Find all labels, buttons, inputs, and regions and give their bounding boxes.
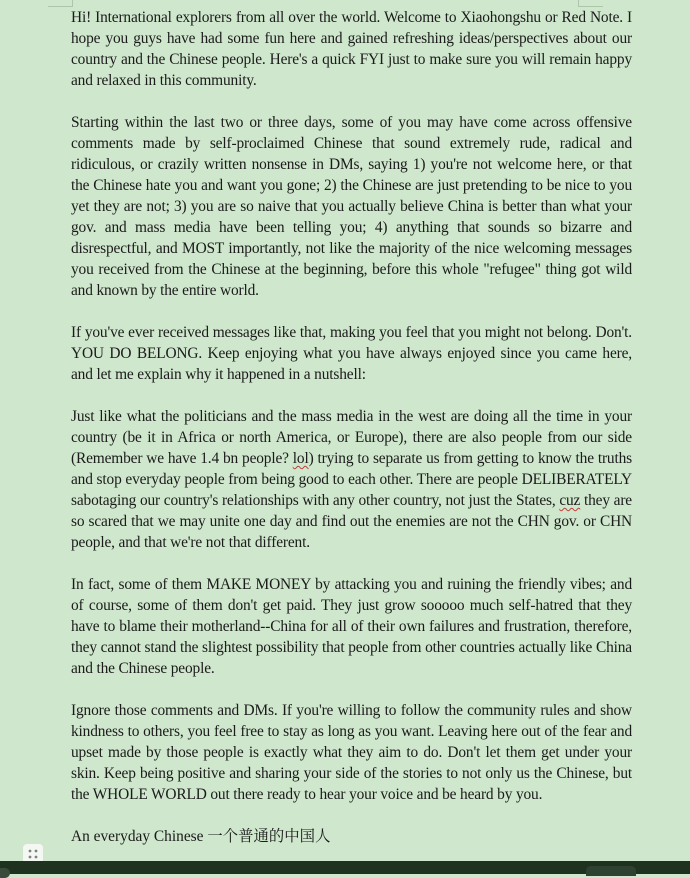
paragraph-offensive-comments[interactable]: Starting within the last two or three days, some of you may have come across offensive comments made by self-proclaimed Chinese that sound extremely rude, radical and ridiculous, or crazily written nonsense in DMs, saying 1) you're not welcome here, or that the Chinese hate you and want you gone; 2) the Chinese are just pretending to be nice to you yet they are not; 3) you are so naive that you actually believe China is better than what your gov. and mass media have been telling you; 4) anything that sounds so bizarre and disrespectful, and MOST importantly, not like the majority of the nice welcoming messages you received from the Chinese at the beginning, before this whole "refugee" thing got wild and known by the entire world. [71, 114, 632, 299]
document-body[interactable] [71, 7, 632, 847]
bottom-left-button[interactable] [0, 868, 10, 878]
paragraph-text: Just like what the politicians and the mass media in the west are doing all the time in your country (be it in Africa or north America, or Europe), there are also people from our side (Remember we have 1.4 bn people? [71, 408, 632, 467]
paragraph-text: they are so scared that we may unite one day and find out the enemies are not the CHN gov. or CHN people, and that we're not that different. [71, 492, 632, 551]
paragraph-welcome[interactable]: Hi! International explorers from all over the world. Welcome to Xiaohongshu or Red Note. I hope you guys have had some fun here and gained refreshing ideas/perspectives about our country and the Chinese people. Here's a quick FYI just to make sure you will remain happy and relaxed in this community. [71, 9, 632, 89]
spellcheck-word-cuz[interactable]: cuz [559, 492, 581, 509]
paragraph-you-belong[interactable]: If you've ever received messages like that, making you feel that you might not belong. Don't. YOU DO BELONG. Keep enjoying what you have always enjoyed since you came here, and let me explain why it happened in a nutshell: [71, 324, 632, 383]
spellcheck-word-lol[interactable]: lol [292, 450, 309, 467]
paragraph-make-money[interactable]: In fact, some of them MAKE MONEY by attacking you and ruining the friendly vibes; and of course, some of them don't get paid. They just grow sooooo much self-hatred that they have to blame their motherland--China for all of their own failures and frustration, therefore, they cannot stand the slightest possibility that people from other countries actually like China and the Chinese people. [71, 576, 632, 677]
drag-handle-icon [27, 848, 39, 860]
paragraph-explanation[interactable] [71, 406, 632, 553]
bottom-toolbar-tab[interactable] [586, 866, 636, 876]
paragraph-text: ) trying to separate us from getting to know the truths and stop everyday people from being good to each other. There are people DELIBERATELY sabotaging our country's relationships with any other country, not just the States, [71, 450, 632, 509]
margin-corner-top-left [48, 0, 73, 7]
paragraph-ignore[interactable]: Ignore those comments and DMs. If you're willing to follow the community rules and show kindness to others, you feel free to stay as long as you want. Leaving here out of the fear and upset made by those people is exactly what they aim to do. Don't let them get under your skin. Keep being positive and sharing your side of the stories to not only us the Chinese, but the WHOLE WORLD out there ready to hear your voice and be heard by you. [71, 702, 632, 803]
signature[interactable]: An everyday Chinese 一个普通的中国人 [71, 828, 331, 845]
margin-corner-top-right [578, 0, 603, 7]
